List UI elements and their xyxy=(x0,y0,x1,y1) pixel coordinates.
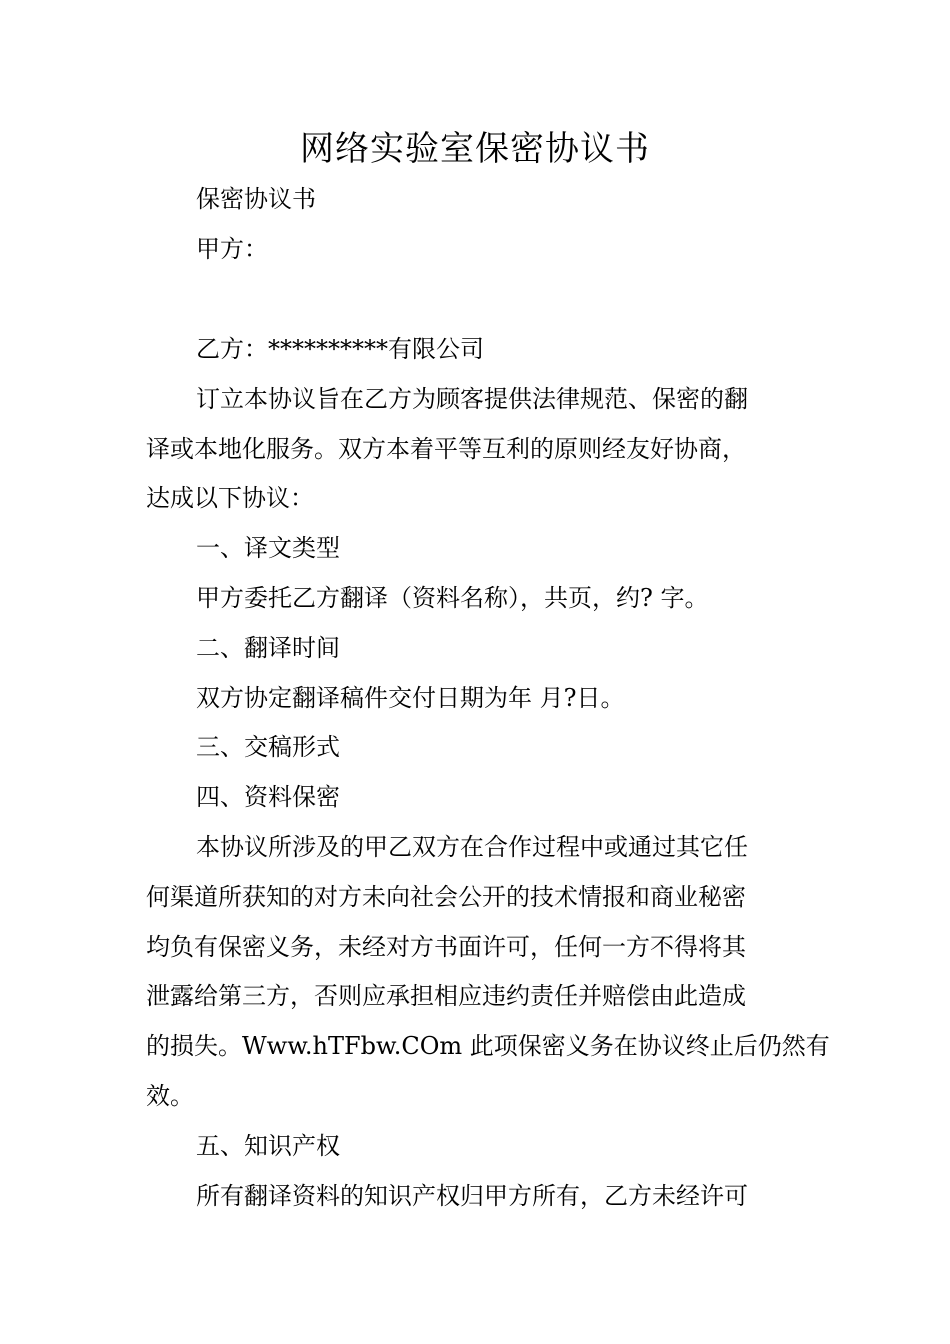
section-2-text: 双方协定翻译稿件交付日期为年 月?日。 xyxy=(196,684,625,712)
section-2-heading: 二、翻译时间 xyxy=(196,634,340,662)
section-1-text: 甲方委托乙方翻译（资料名称），共页，约? 字。 xyxy=(196,584,709,612)
section-4-line-2: 何渠道所获知的对方未向社会公开的技术情报和商业秘密 xyxy=(146,883,746,911)
document-title: 网络实验室保密协议书 xyxy=(300,129,650,169)
section-4-line-5: 的损失。Www.hTFbw.COm 此项保密义务在协议终止后仍然有 xyxy=(146,1032,830,1060)
section-3-heading: 三、交稿形式 xyxy=(196,733,340,761)
party-a-label: 甲方： xyxy=(196,235,268,263)
section-4-line-1: 本协议所涉及的甲乙双方在合作过程中或通过其它任 xyxy=(196,833,748,861)
party-b-label: 乙方：**********有限公司 xyxy=(196,335,484,363)
section-4-line-3: 均负有保密义务，未经对方书面许可，任何一方不得将其 xyxy=(146,933,746,961)
section-5-heading: 五、知识产权 xyxy=(196,1132,340,1160)
section-4-heading: 四、资料保密 xyxy=(196,783,340,811)
section-1-heading: 一、译文类型 xyxy=(196,534,340,562)
subtitle: 保密协议书 xyxy=(196,185,316,213)
section-5-line-1: 所有翻译资料的知识产权归甲方所有，乙方未经许可 xyxy=(196,1182,748,1210)
intro-line-3: 达成以下协议： xyxy=(146,484,314,512)
section-4-line-6: 效。 xyxy=(146,1082,194,1110)
section-4-line-4: 泄露给第三方，否则应承担相应违约责任并赔偿由此造成 xyxy=(146,982,746,1010)
intro-line-1: 订立本协议旨在乙方为顾客提供法律规范、保密的翻 xyxy=(196,385,748,413)
intro-line-2: 译或本地化服务。双方本着平等互利的原则经友好协商， xyxy=(146,435,746,463)
